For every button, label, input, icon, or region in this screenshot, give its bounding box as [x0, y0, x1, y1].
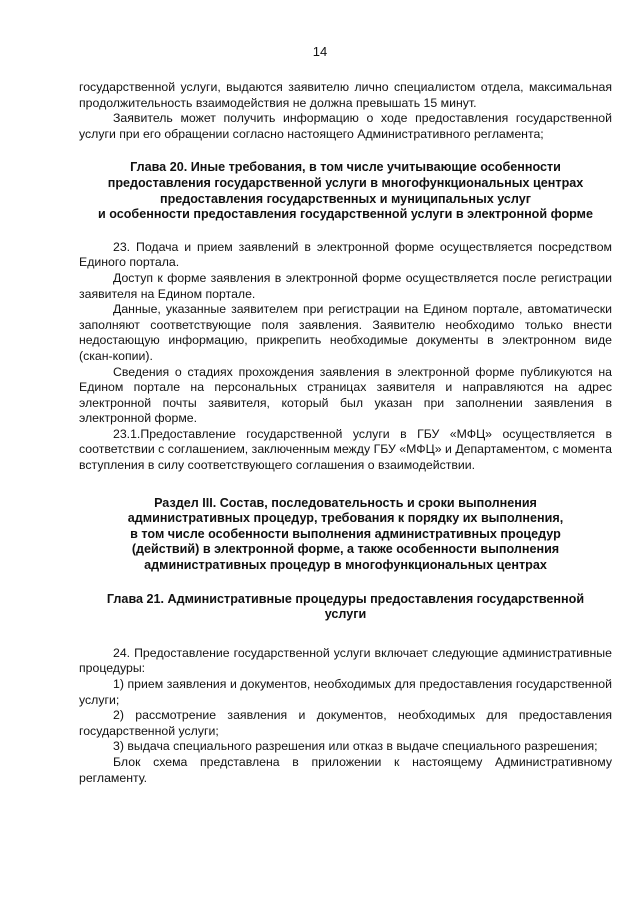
intro-paragraph-1: государственной услуги, выдаются заявителю лично специалистом отдела, максимальная продолжительность взаимодействия не должна превышать 15 минут.	[79, 80, 612, 110]
heading-line: Глава 20. Иные требования, в том числе учитывающие особенности	[130, 160, 561, 175]
section-3-heading	[79, 496, 612, 574]
chapter-20-paragraph-23-1: 23.1.Предоставление государственной услуги в ГБУ «МФЦ» осуществляется в соответствии с соглашением, заключенным между ГБУ «МФЦ» и Департаментом, с момента вступления в силу соответствующего соглашения о взаимодействии.	[79, 426, 612, 473]
heading-line: Раздел III. Состав, последовательность и сроки выполнения	[154, 495, 537, 510]
page-content	[79, 80, 612, 786]
chapter-20-paragraph-status: Сведения о стадиях прохождения заявления в электронной форме публикуются на Едином портале на персональных страницах заявителя и направляются на адрес электронной почты заявителя, который был указан при заполнении заявления в электронной форме.	[79, 364, 612, 426]
heading-line: в том числе особенности выполнения административных процедур	[130, 526, 561, 541]
heading-line: административных процедур, требования к порядку их выполнения,	[127, 511, 564, 526]
procedure-item-1: 1) прием заявления и документов, необходимых для предоставления государственной услуги;	[79, 677, 612, 707]
chapter-20-heading	[79, 160, 612, 222]
chapter-21-heading	[79, 592, 612, 623]
heading-line: предоставления государственной услуги в многофункциональных центрах	[107, 175, 584, 190]
intro-paragraph-2: Заявитель может получить информацию о ходе предоставления государственной услуги при его обращении согласно настоящего Административного регламента;	[79, 111, 612, 141]
block-scheme-note: Блок схема представлена в приложении к настоящему Административному регламенту.	[79, 754, 612, 785]
chapter-20-paragraph-data: Данные, указанные заявителем при регистрации на Едином портале, автоматически заполняют соответствующие поля заявления. Заявителю необходимо только внести недостающую информацию, прикрепить необходимые документы в электронном виде (скан-копии).	[79, 302, 612, 363]
page-number: 14	[312, 44, 328, 59]
chapter-21-paragraph-24: 24. Предоставление государственной услуги включает следующие административные процедуры:	[79, 645, 612, 676]
heading-line: услуги	[324, 607, 367, 622]
heading-line: (действий) в электронной форме, а также особенности выполнения	[131, 542, 560, 557]
heading-line: административных процедур в многофункциональных центрах	[144, 558, 547, 573]
chapter-20-paragraph-access: Доступ к форме заявления в электронной форме осуществляется после регистрации заявителя на Едином портале.	[79, 270, 612, 301]
procedure-item-2: 2) рассмотрение заявления и документов, необходимых для предоставления государственной услуги;	[79, 708, 612, 738]
heading-line: предоставления государственных и муниципальных услуг	[159, 191, 532, 206]
procedure-item-3: 3) выдача специального разрешения или отказ в выдаче специального разрешения;	[113, 739, 598, 754]
chapter-20-paragraph-23: 23. Подача и прием заявлений в электронной форме осуществляется посредством Единого портала.	[79, 239, 612, 270]
heading-line: Глава 21. Административные процедуры предоставления государственной	[106, 591, 585, 606]
heading-line: и особенности предоставления государственной услуги в электронной форме	[97, 207, 594, 222]
